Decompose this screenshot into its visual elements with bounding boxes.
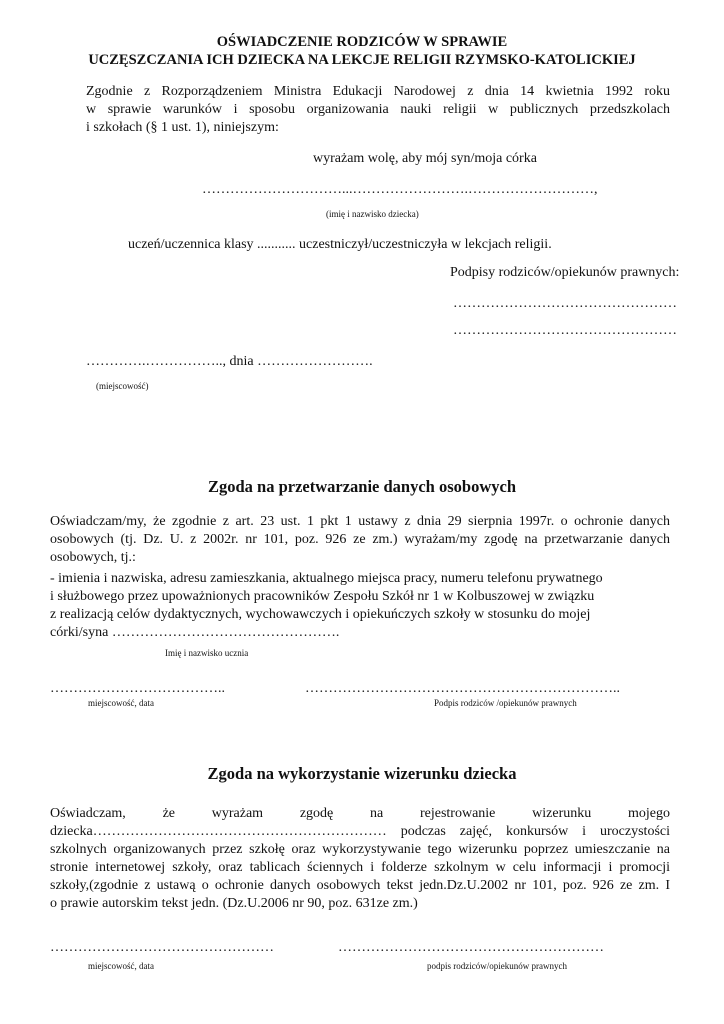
signature-field-1[interactable]: ………………………………………… <box>453 296 677 311</box>
data-consent-line-4: - imienia i nazwiska, adresu zamieszkania, aktualnego miejsca pracy, numeru telefonu prywatnego <box>50 571 603 586</box>
data-place-field[interactable]: ……………………………….. <box>50 681 225 696</box>
intro-line-3: i szkołach (§ 1 ust. 1), niniejszym: <box>86 120 279 135</box>
title-line-2: UCZĘSZCZANIA ICH DZIECKA NA LEKCJE RELIGII RZYMSKO-KATOLICKIEJ <box>88 52 636 68</box>
image-place-field[interactable]: ………………………………………… <box>50 940 274 955</box>
image-consent-heading: Zgoda na wykorzystanie wizerunku dziecka <box>207 764 517 783</box>
place-date-field[interactable]: ………….…………….., dnia ……………………. <box>86 354 373 369</box>
signature-field-2[interactable]: ………………………………………… <box>453 323 677 338</box>
data-consent-line-2: osobowych (tj. Dz. U. z 2002r. nr 101, poz. 926 ze zm.) wyrażam/my zgodę na przetwarzanie danych <box>50 532 670 547</box>
image-consent-line-6: o prawie autorskim tekst jedn. (Dz.U.2006 nr 90, poz. 631ze zm.) <box>50 896 418 911</box>
data-consent-line-3: osobowych, tj.: <box>50 550 136 565</box>
image-signature-field[interactable]: ………………………………………………… <box>338 940 604 955</box>
data-consent-line-7: córki/syna …………………………………………. <box>50 625 340 640</box>
class-line: uczeń/uczennica klasy ........... uczestniczył/uczestniczyła w lekcjach religii. <box>128 237 552 252</box>
data-place-caption: miejscowość, data <box>88 698 154 708</box>
signatures-label: Podpisy rodziców/opiekunów prawnych: <box>450 265 680 280</box>
image-consent-line-4: stronie internetowej szkoły, oraz tablicach ściennych i folderze szkolnym w celu informacji i promocji <box>50 860 670 875</box>
place-caption: (miejscowość) <box>96 381 149 391</box>
image-signature-caption: podpis rodziców/opiekunów prawnych <box>427 961 567 971</box>
data-signature-caption: Podpis rodziców /opiekunów prawnych <box>434 698 577 708</box>
data-consent-line-5: i służbowego przez upoważnionych pracowników Zespołu Szkół nr 1 w Kolbuszowej w związku <box>50 589 595 604</box>
child-name-field[interactable]: …………………………...…………………….………………………, <box>202 182 598 197</box>
child-name-caption: (imię i nazwisko dziecka) <box>326 209 419 219</box>
image-place-caption: miejscowość, data <box>88 961 154 971</box>
image-consent-line-2: dziecka……………………………………………………… podczas zajęć, konkursów i uroczystości <box>50 824 670 839</box>
intro-line-1: Zgodnie z Rozporządzeniem Ministra Edukacji Narodowej z dnia 14 kwietnia 1992 roku <box>86 84 670 99</box>
intro-line-2: w sprawie warunków i sposobu organizowania nauki religii w publicznych przedszkolach <box>86 102 670 117</box>
image-consent-line-1: Oświadczam, że wyrażam zgodę na rejestrowanie wizerunku mojego <box>50 806 670 821</box>
title-line-1: OŚWIADCZENIE RODZICÓW W SPRAWIE <box>216 34 508 50</box>
data-consent-line-6: z realizacją celów dydaktycznych, wychowawczych i opiekuńczych szkoły w stosunku do mojej <box>50 607 591 622</box>
data-signature-field[interactable]: ………………………………………………………….. <box>305 681 620 696</box>
image-consent-line-5: szkoły,(zgodnie z ustawą o ochronie danych osobowych tekst jedn.Dz.U.2002 nr 101, poz. 926 ze zm. I <box>50 878 670 893</box>
image-consent-line-3: szkolnych organizowanych przez szkołę oraz wykorzystywanie tego wizerunku poprzez umieszczanie na <box>50 842 670 857</box>
student-name-caption: Imię i nazwisko ucznia <box>165 648 249 658</box>
consent-statement: wyrażam wolę, aby mój syn/moja córka <box>313 151 537 166</box>
data-consent-heading: Zgoda na przetwarzanie danych osobowych <box>207 477 516 496</box>
data-consent-line-1: Oświadczam/my, że zgodnie z art. 23 ust. 1 pkt 1 ustawy z dnia 29 sierpnia 1997r. o ochronie danych <box>50 514 670 529</box>
